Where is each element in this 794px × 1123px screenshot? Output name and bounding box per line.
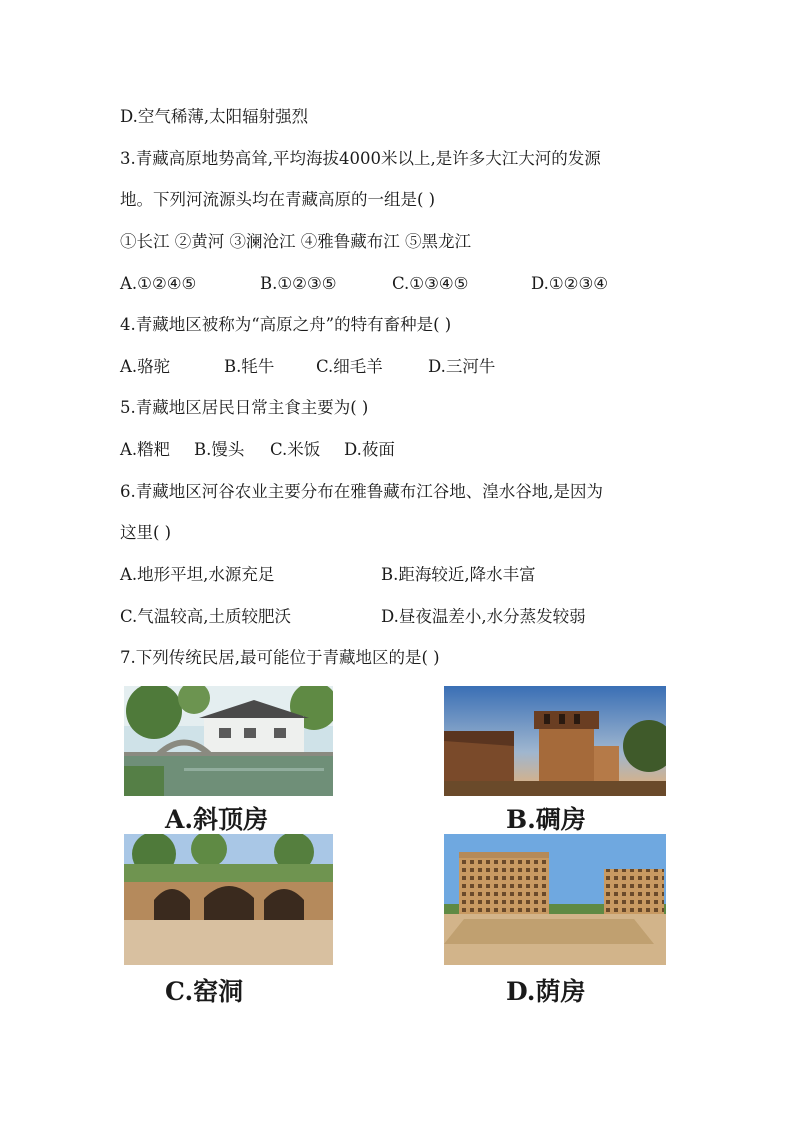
q5-option-a: A.糌粑 <box>120 440 171 459</box>
caption-b: B.碉房 <box>506 805 586 834</box>
water-town-house-photo <box>124 686 333 796</box>
q3-option-d: D.①②③④ <box>531 274 609 293</box>
q4-option-d: D.三河牛 <box>428 357 496 376</box>
q4-option-c: C.细毛羊 <box>316 357 383 376</box>
q5-option-d: D.莜面 <box>344 440 395 459</box>
caption-a: A.斜顶房 <box>165 805 269 834</box>
q5-option-b: B.馒头 <box>194 440 245 459</box>
text-q3-stem-line1: 3.青藏高原地势高耸,平均海拔4000米以上,是许多大江大河的发源 <box>120 149 601 168</box>
caption-d: D.荫房 <box>506 977 586 1006</box>
cave-dwelling-photo <box>124 834 333 965</box>
q5-option-c: C.米饭 <box>270 440 321 459</box>
text-q6-stem-line2: 这里( ) <box>120 523 172 542</box>
text-q5-stem: 5.青藏地区居民日常主食主要为( ) <box>120 398 369 417</box>
q4-option-a: A.骆驼 <box>120 357 171 376</box>
q6-option-d: D.昼夜温差小,水分蒸发较弱 <box>381 607 586 626</box>
caption-c: C.窑洞 <box>165 977 244 1006</box>
text-q6-stem-line1: 6.青藏地区河谷农业主要分布在雅鲁藏布江谷地、湟水谷地,是因为 <box>120 482 603 501</box>
stone-tower-house-photo <box>444 686 666 796</box>
text-q4-stem: 4.青藏地区被称为“高原之舟”的特有畜种是( ) <box>120 315 452 334</box>
q3-option-c: C.①③④⑤ <box>392 274 469 293</box>
q6-option-a: A.地形平坦,水源充足 <box>120 565 275 584</box>
q3-option-a: A.①②④⑤ <box>120 274 197 293</box>
text-q2-option-d: D.空气稀薄,太阳辐射强烈 <box>120 107 309 126</box>
text-q3-stem-line2: 地。下列河流源头均在青藏高原的一组是( ) <box>120 190 436 209</box>
q4-option-b: B.牦牛 <box>224 357 275 376</box>
text-q3-items: ①长江 ②黄河 ③澜沧江 ④雅鲁藏布江 ⑤黑龙江 <box>120 232 471 251</box>
brick-drying-house-photo <box>444 834 666 965</box>
q6-option-c: C.气温较高,土质较肥沃 <box>120 607 292 626</box>
text-q7-stem: 7.下列传统民居,最可能位于青藏地区的是( ) <box>120 648 440 667</box>
q6-option-b: B.距海较近,降水丰富 <box>381 565 536 584</box>
q3-option-b: B.①②③⑤ <box>260 274 337 293</box>
